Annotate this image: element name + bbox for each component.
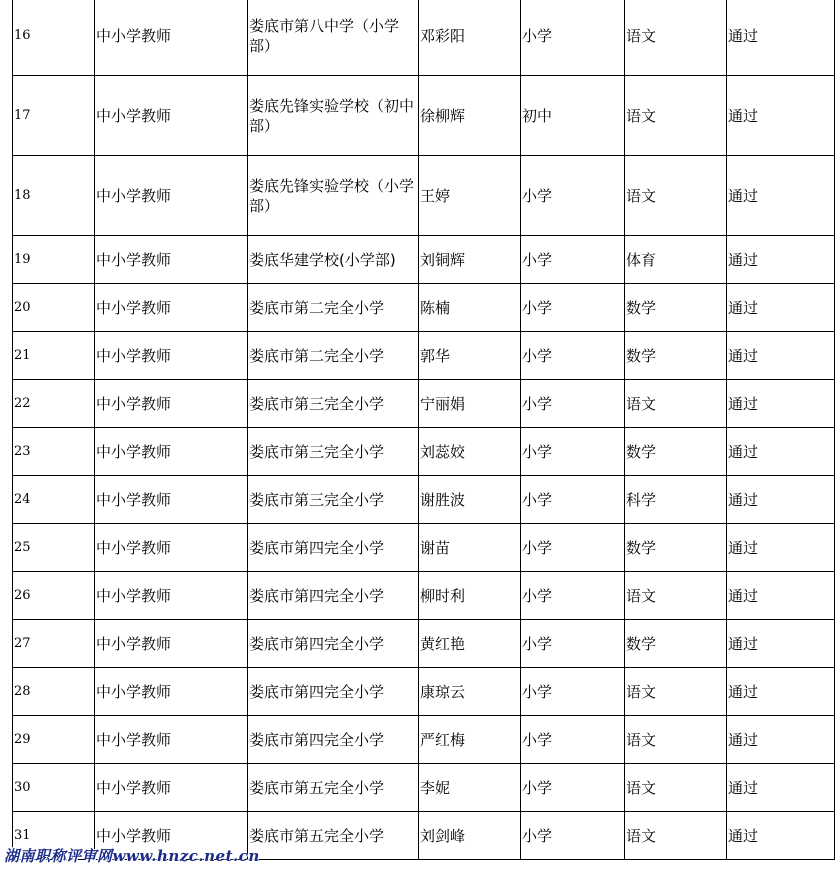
result-cell: 通过: [727, 156, 835, 236]
subject-cell: 语文: [625, 0, 727, 76]
subject-cell: 数学: [625, 284, 727, 332]
subject-cell: 语文: [625, 812, 727, 860]
table-row: [13, 668, 835, 716]
subject-cell: 数学: [625, 428, 727, 476]
school-cell: 娄底市第四完全小学: [248, 572, 419, 620]
table-row: [13, 716, 835, 764]
personnel-type-cell: 中小学教师: [95, 524, 248, 572]
result-cell: 通过: [727, 620, 835, 668]
school-cell: 娄底市第二完全小学: [248, 332, 419, 380]
row-number-cell: 30: [13, 764, 95, 812]
personnel-type-cell: 中小学教师: [95, 236, 248, 284]
subject-cell: 科学: [625, 476, 727, 524]
school-cell: 娄底市第四完全小学: [248, 668, 419, 716]
name-cell: 康琼云: [419, 668, 521, 716]
school-level-cell: 小学: [521, 620, 625, 668]
subject-cell: 语文: [625, 572, 727, 620]
school-level-cell: 小学: [521, 524, 625, 572]
personnel-type-cell: 中小学教师: [95, 812, 248, 860]
school-level-cell: 小学: [521, 380, 625, 428]
table-row: [13, 620, 835, 668]
name-cell: 李妮: [419, 764, 521, 812]
school-level-cell: 小学: [521, 668, 625, 716]
result-cell: 通过: [727, 332, 835, 380]
name-cell: 谢苗: [419, 524, 521, 572]
row-number-cell: 31: [13, 812, 95, 860]
table-row: [13, 236, 835, 284]
table-row: [13, 764, 835, 812]
personnel-type-cell: 中小学教师: [95, 76, 248, 156]
table-row: [13, 332, 835, 380]
name-cell: 刘剑峰: [419, 812, 521, 860]
school-level-cell: 小学: [521, 428, 625, 476]
result-cell: 通过: [727, 380, 835, 428]
row-number-cell: 24: [13, 476, 95, 524]
row-number-cell: 21: [13, 332, 95, 380]
school-cell: 娄底市第八中学（小学部）: [248, 0, 419, 76]
subject-cell: 语文: [625, 380, 727, 428]
name-cell: 邓彩阳: [419, 0, 521, 76]
subject-cell: 语文: [625, 764, 727, 812]
personnel-type-cell: 中小学教师: [95, 476, 248, 524]
name-cell: 严红梅: [419, 716, 521, 764]
table-row: [13, 380, 835, 428]
name-cell: 宁丽娟: [419, 380, 521, 428]
site-watermark: 湖南职称评审网www.hnzc.net.cn: [4, 847, 260, 865]
name-cell: 刘铜辉: [419, 236, 521, 284]
name-cell: 徐柳辉: [419, 76, 521, 156]
results-table: [12, 0, 835, 860]
school-cell: 娄底市第四完全小学: [248, 620, 419, 668]
school-cell: 娄底市第二完全小学: [248, 284, 419, 332]
school-cell: 娄底市第五完全小学: [248, 812, 419, 860]
school-cell: 娄底市第三完全小学: [248, 476, 419, 524]
result-cell: 通过: [727, 0, 835, 76]
row-number-cell: 25: [13, 524, 95, 572]
name-cell: 郭华: [419, 332, 521, 380]
school-cell: 娄底市第四完全小学: [248, 524, 419, 572]
result-cell: 通过: [727, 284, 835, 332]
school-level-cell: 初中: [521, 76, 625, 156]
result-cell: 通过: [727, 812, 835, 860]
row-number-cell: 23: [13, 428, 95, 476]
school-cell: 娄底先锋实验学校（初中部）: [248, 76, 419, 156]
subject-cell: 数学: [625, 332, 727, 380]
school-cell: 娄底市第三完全小学: [248, 380, 419, 428]
school-level-cell: 小学: [521, 716, 625, 764]
result-cell: 通过: [727, 236, 835, 284]
name-cell: 柳时利: [419, 572, 521, 620]
table-row: [13, 476, 835, 524]
school-cell: 娄底市第四完全小学: [248, 716, 419, 764]
personnel-type-cell: 中小学教师: [95, 764, 248, 812]
school-level-cell: 小学: [521, 764, 625, 812]
school-cell: 娄底先锋实验学校（小学部）: [248, 156, 419, 236]
school-level-cell: 小学: [521, 236, 625, 284]
result-cell: 通过: [727, 76, 835, 156]
name-cell: 黄红艳: [419, 620, 521, 668]
result-cell: 通过: [727, 572, 835, 620]
name-cell: 刘蕊姣: [419, 428, 521, 476]
personnel-type-cell: 中小学教师: [95, 716, 248, 764]
personnel-type-cell: 中小学教师: [95, 156, 248, 236]
school-cell: 娄底华建学校(小学部): [248, 236, 419, 284]
name-cell: 王婷: [419, 156, 521, 236]
personnel-type-cell: 中小学教师: [95, 668, 248, 716]
personnel-type-cell: 中小学教师: [95, 284, 248, 332]
result-cell: 通过: [727, 524, 835, 572]
result-cell: 通过: [727, 764, 835, 812]
school-level-cell: 小学: [521, 332, 625, 380]
table-row: [13, 284, 835, 332]
school-level-cell: 小学: [521, 156, 625, 236]
school-cell: 娄底市第五完全小学: [248, 764, 419, 812]
subject-cell: 数学: [625, 620, 727, 668]
subject-cell: 语文: [625, 716, 727, 764]
school-cell: 娄底市第三完全小学: [248, 428, 419, 476]
row-number-cell: 29: [13, 716, 95, 764]
table-row: [13, 428, 835, 476]
school-level-cell: 小学: [521, 284, 625, 332]
personnel-type-cell: 中小学教师: [95, 380, 248, 428]
personnel-type-cell: 中小学教师: [95, 428, 248, 476]
personnel-type-cell: 中小学教师: [95, 332, 248, 380]
result-cell: 通过: [727, 476, 835, 524]
subject-cell: 语文: [625, 156, 727, 236]
row-number-cell: 17: [13, 76, 95, 156]
row-number-cell: 22: [13, 380, 95, 428]
row-number-cell: 27: [13, 620, 95, 668]
table-row: [13, 156, 835, 236]
name-cell: 陈楠: [419, 284, 521, 332]
school-level-cell: 小学: [521, 0, 625, 76]
personnel-type-cell: 中小学教师: [95, 572, 248, 620]
name-cell: 谢胜波: [419, 476, 521, 524]
row-number-cell: 26: [13, 572, 95, 620]
table-row: [13, 0, 835, 76]
school-level-cell: 小学: [521, 812, 625, 860]
row-number-cell: 16: [13, 0, 95, 76]
result-cell: 通过: [727, 428, 835, 476]
table-row: [13, 572, 835, 620]
school-level-cell: 小学: [521, 476, 625, 524]
personnel-type-cell: 中小学教师: [95, 620, 248, 668]
subject-cell: 数学: [625, 524, 727, 572]
result-cell: 通过: [727, 716, 835, 764]
results-table-body: [13, 0, 835, 860]
result-cell: 通过: [727, 668, 835, 716]
row-number-cell: 19: [13, 236, 95, 284]
table-row: [13, 76, 835, 156]
subject-cell: 体育: [625, 236, 727, 284]
personnel-type-cell: 中小学教师: [95, 0, 248, 76]
school-level-cell: 小学: [521, 572, 625, 620]
row-number-cell: 20: [13, 284, 95, 332]
row-number-cell: 18: [13, 156, 95, 236]
row-number-cell: 28: [13, 668, 95, 716]
table-row: [13, 524, 835, 572]
subject-cell: 语文: [625, 668, 727, 716]
subject-cell: 语文: [625, 76, 727, 156]
